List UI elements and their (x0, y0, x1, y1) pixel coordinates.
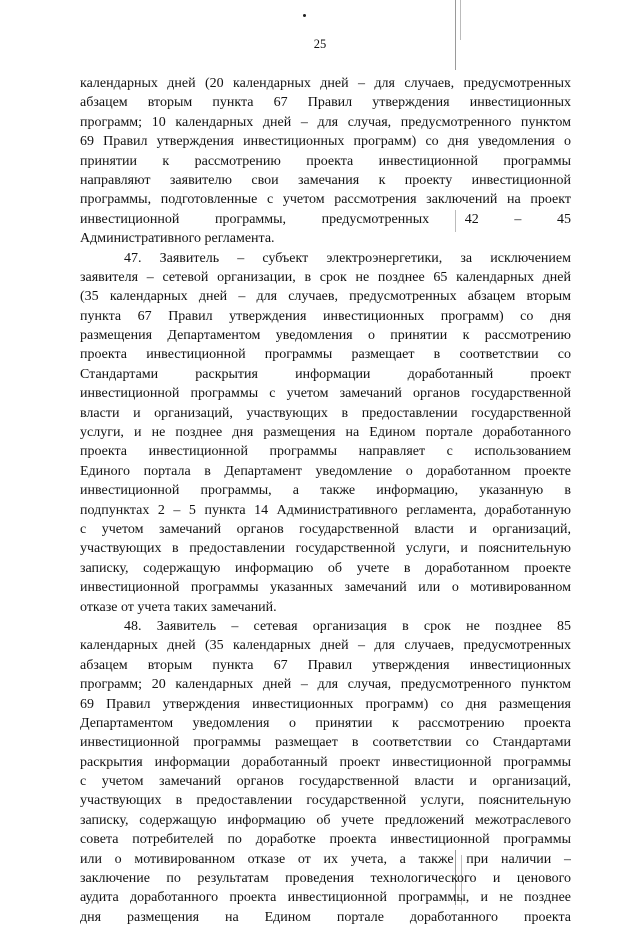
text-line: программ; 20 календарных дней – для случая, предусмотренного пунктом (80, 677, 571, 693)
text-line: заявителя – сетевой организации, в срок не позднее 65 календарных дней (80, 269, 571, 285)
scan-speck (303, 14, 306, 17)
text-line: Стандартами раскрытия информации доработанный проект (80, 366, 571, 382)
text-line: инвестиционной программы, предусмотренных 42 – 45 (80, 211, 571, 227)
text-line: принятии к рассмотрению проекта инвестиционной программы (80, 153, 571, 169)
document-body (80, 74, 571, 927)
text-line: записку, содержащую информацию об учете предложений межотраслевого (80, 812, 571, 828)
text-line: календарных дней (20 календарных дней – для случаев, предусмотренных (80, 76, 571, 91)
paragraph-48-start: 48. Заявитель – сетевая организация в срок не позднее 85 (124, 618, 571, 634)
text-line: направляют заявителю свои замечания к проекту инвестиционной (80, 172, 571, 188)
text-line: 69 Правил утверждения инвестиционных программ) со дня размещения (80, 696, 571, 712)
text-line: проекта инвестиционной программы размещает в соответствии со (80, 347, 571, 363)
text-line: Административного регламента. (80, 231, 275, 247)
text-line: заключение по результатам проведения технологического и ценового (80, 871, 571, 887)
page-number: 25 (313, 37, 327, 51)
text-line: записку, содержащую информацию об учете в доработанном проекте (80, 560, 571, 576)
text-line: с учетом замечаний органов государственной власти и организаций, (80, 521, 571, 537)
text-line: власти и организаций, участвующих в предоставлении государственной (80, 405, 571, 421)
text-line: аудита доработанного проекта инвестиционной программы, и не позднее (80, 890, 571, 906)
text-line: инвестиционной программы, а также информацию, указанную в (80, 483, 571, 499)
text-line: (35 календарных дней – для случаев, предусмотренных абзацем вторым (80, 289, 571, 305)
text-line: программ; 10 календарных дней – для случая, предусмотренного пунктом (80, 114, 571, 130)
text-line: услуги, и не позднее дня размещения на Едином портале доработанного (80, 425, 571, 441)
scan-fold-line (455, 0, 456, 70)
scan-fold-line (460, 0, 461, 40)
text-line: пункта 67 Правил утверждения инвестиционных программ) со дня (80, 308, 571, 324)
text-line: программы, подготовленные с учетом рассмотрения заключений на проект (80, 192, 571, 208)
text-line: подпунктах 2 – 5 пункта 14 Административного регламента, доработанную (80, 502, 571, 518)
text-line: Департаментом уведомления о принятии к рассмотрению проекта (80, 715, 571, 731)
paragraph-47-start: 47. Заявитель – субъект электроэнергетики, за исключением (124, 250, 571, 266)
text-line: абзацем вторым пункта 67 Правил утверждения инвестиционных (80, 657, 571, 673)
text-line: совета потребителей по доработке проекта инвестиционной программы (80, 832, 571, 848)
text-line: раскрытия информации доработанный проект инвестиционной программы (80, 754, 571, 770)
text-line: отказе от учета таких замечаний. (80, 599, 277, 615)
text-line: инвестиционной программы с учетом замечаний органов государственной (80, 386, 571, 402)
text-line: абзацем вторым пункта 67 Правил утверждения инвестиционных (80, 95, 571, 111)
text-line: инвестиционной программы размещает в соответствии со Стандартами (80, 735, 571, 751)
text-line: дня размещения на Едином портале доработанного проекта (80, 909, 571, 925)
text-line: Единого портала в Департамент уведомление о доработанном проекте (80, 463, 571, 479)
text-line: с учетом замечаний органов государственной власти и организаций, (80, 774, 571, 790)
text-line: участвующих в предоставлении государственной услуги, и пояснительную (80, 541, 571, 557)
text-line: инвестиционной программы указанных замечаний или о мотивированном (80, 580, 571, 596)
text-line: 69 Правил утверждения инвестиционных программ) со дня уведомления о (80, 134, 571, 150)
text-line: календарных дней (35 календарных дней – для случаев, предусмотренных (80, 638, 571, 654)
text-line: размещения Департаментом уведомления о принятии к рассмотрению (80, 328, 571, 344)
text-line: участвующих в предоставлении государственной услуги, пояснительную (80, 793, 571, 809)
text-line: или о мотивированном отказе от их учета, а также при наличии – (80, 851, 571, 867)
text-line: проекта инвестиционной программы направляет с использованием (80, 444, 571, 460)
